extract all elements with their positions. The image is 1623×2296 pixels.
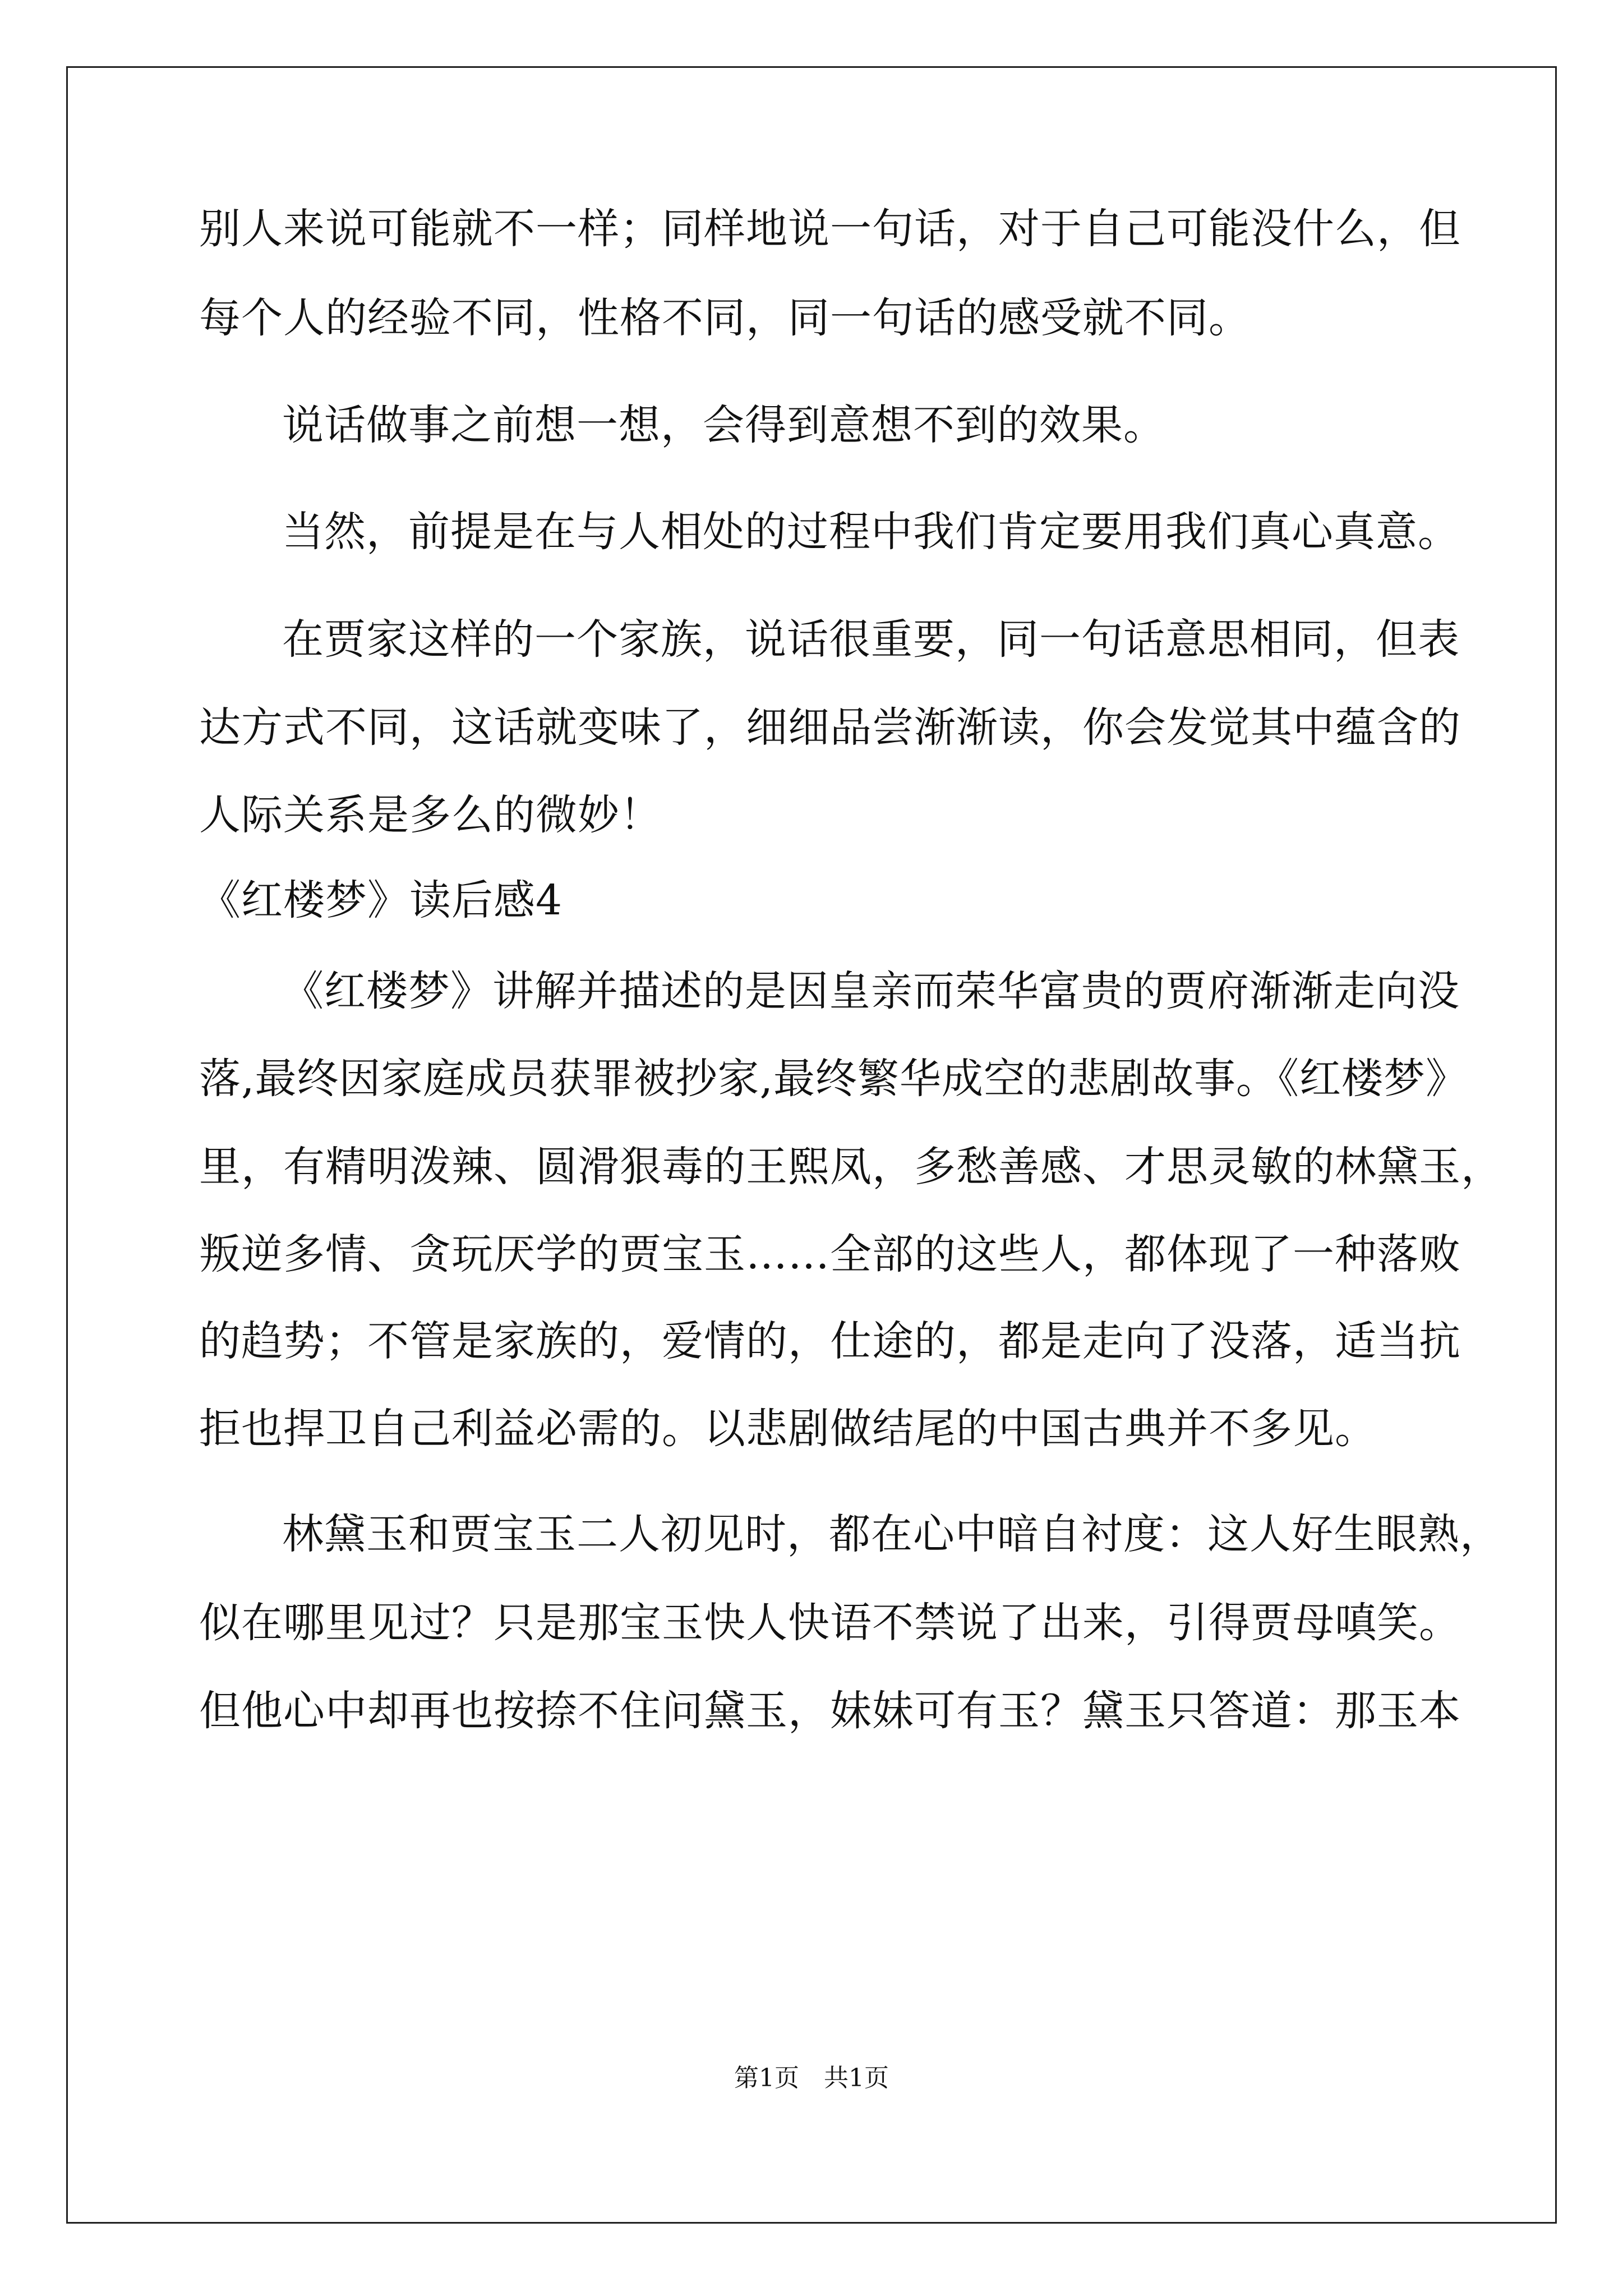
text-line: 的趋势；不管是家族的，爱情的，仕途的，都是走向了没落，适当抗 (199, 1317, 1461, 1365)
section-heading: 《红楼梦》读后感4 (199, 876, 563, 924)
paragraph-line: 当然，前提是在与人相处的过程中我们肯定要用我们真心真意。 (282, 508, 1460, 556)
paragraph-line: 《红楼梦》讲解并描述的是因皇亲而荣华富贵的贾府渐渐走向没 (282, 967, 1460, 1015)
paragraph-line: 说话做事之前想一想，会得到意想不到的效果。 (282, 401, 1165, 449)
text-line: 落,最终因家庭成员获罪被抄家,最终繁华成空的悲剧故事。《红楼梦》 (199, 1055, 1468, 1103)
text-line: 里，有精明泼辣、圆滑狠毒的王熙凤，多愁善感、才思灵敏的林黛玉， (199, 1143, 1503, 1191)
text-line: 拒也捍卫自己利益必需的。以悲剧做结尾的中国古典并不多见。 (199, 1405, 1377, 1453)
text-line: 每个人的经验不同，性格不同，同一句话的感受就不同。 (199, 294, 1251, 342)
text-line: 人际关系是多么的微妙！ (199, 791, 662, 839)
text-line: 别人来说可能就不一样；同样地说一句话，对于自己可能没什么，但 (199, 205, 1461, 253)
paragraph-line: 在贾家这样的一个家族，说话很重要，同一句话意思相同，但表 (282, 615, 1460, 664)
text-line: 叛逆多情、贪玩厌学的贾宝玉……全部的这些人，都体现了一种落败 (199, 1230, 1461, 1278)
text-line: 但他心中却再也按捺不住问黛玉，妹妹可有玉？黛玉只答道：那玉本 (199, 1687, 1461, 1735)
text-line: 达方式不同，这话就变味了，细细品尝渐渐读，你会发觉其中蕴含的 (199, 703, 1461, 752)
page-footer: 第1页 共1页 (734, 2064, 889, 2092)
paragraph-line: 林黛玉和贾宝玉二人初见时，都在心中暗自衬度：这人好生眼熟， (282, 1510, 1502, 1558)
text-line: 似在哪里见过？只是那宝玉快人快语不禁说了出来，引得贾母嗔笑。 (199, 1599, 1461, 1647)
